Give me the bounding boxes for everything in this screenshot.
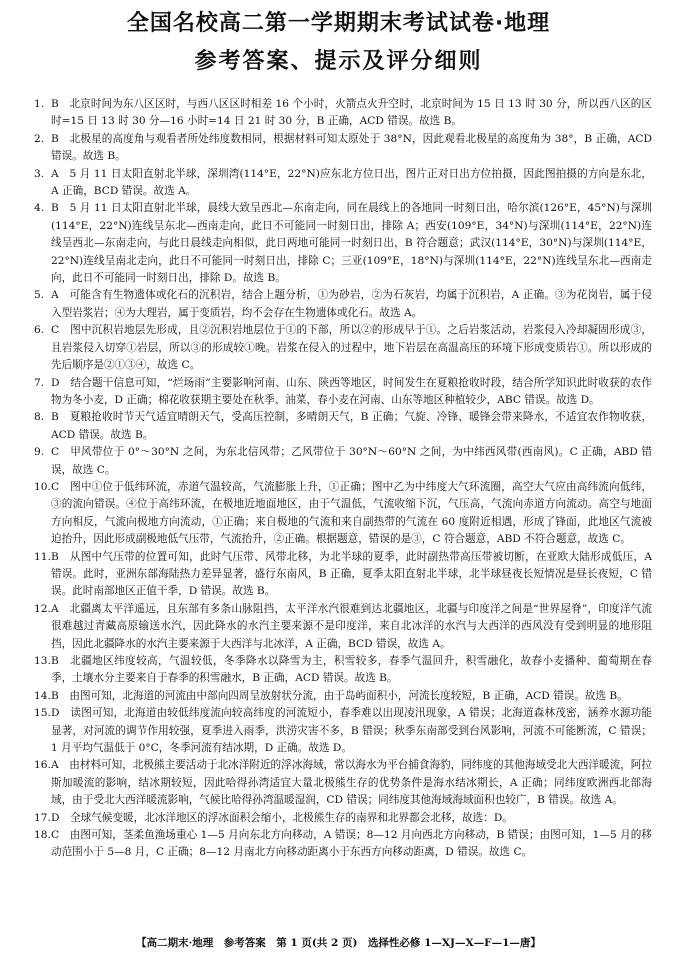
- answer-item: [34, 688, 652, 705]
- document-header: [0, 10, 677, 76]
- answer-item: [34, 375, 652, 410]
- answer-number: 12.: [34, 602, 51, 615]
- answer-text: D 结合题干信息可知，“烂场雨”主要影响河南、山东、陕西等地区，时间发生在夏粮抢收时段，结合所学知识此时收获的农作物为冬小麦，D 正确；棉花收获期主要处在秋季、油菜，春小麦在河南、山东等地区种植较少，ABC 错误。故选 D。: [51, 376, 652, 406]
- document-title: 全国名校高二第一学期期末考试试卷·地理: [126, 11, 551, 36]
- answer-text: B 北京时间为东八区区时，与西八区区时相差 16 个小时，火箭点火升空时，北京时间为 15 日 13 时 30 分，所以西八区的区时=15 日 13 时 30 分—16 小时=14 日 21 时 30 分，B 正确，ACD 错误。故选 B。: [51, 98, 652, 128]
- answer-text: D 全球气候变暖，北冰洋地区的浮冰面积会缩小，北极熊生存的南界和北界都会北移，故选：D。: [51, 811, 513, 824]
- answer-number: 4.: [34, 202, 45, 215]
- answer-text: C 图中沉积岩地层先形成，且②沉积岩地层位于①的下部，所以②的形成早于①。之后岩浆活动，岩浆侵入冷却凝固形成③，且岩浆侵入切穿①岩层，所以③的形成较①晚。岩浆在侵入的过程中，地下岩层在高温高压的环境下形成变质岩①。所以形成的先后顺序是②①③④，故选 C。: [51, 324, 652, 372]
- answer-item: [34, 96, 652, 131]
- answer-text: B 夏粮抢收时节天气适宜晴朗天气，受高压控制，多晴朗天气，B 正确；气旋、冷锋、暖锋会带来降水，不适宜农作物收获，ACD 错误。故选 B。: [51, 411, 652, 441]
- answer-number: 8.: [34, 411, 45, 424]
- answer-text: C 图中①位于低纬环流，赤道气温较高，气流膨胀上升，①正确；图中乙为中纬度大气环流圈，高空大气应由高纬流向低纬，③的流向错误。④位于高纬环流，在极地近地面地区，由于气温低，气流收缩下沉，气压高，气流向赤道方向流动。高空与地面方向相反，气流向极地方向流动，①正确；来自极地的气流和来自副热带的气流在 60 度附近相遇，形成了锋面，此地区气流被迫抬升，因此形成副极地低气压带，气流抬升，②正确。根据题意，错误的是③，C 符合题意，ABD 不符合题意，故选 C。: [51, 480, 652, 546]
- answer-list: [34, 96, 652, 862]
- answer-number: 3.: [34, 167, 45, 180]
- answer-number: 2.: [34, 132, 45, 145]
- answer-item: [34, 757, 652, 809]
- answer-item: [34, 601, 652, 653]
- answer-item: [34, 653, 652, 688]
- answer-number: 9.: [34, 446, 45, 459]
- answer-text: B 从图中气压带的位置可知，此时气压带、风带北移，为北半球的夏季，此时副热带高压带被切断，在亚欧大陆形成低压，A 错误。此时，亚洲东部海陆热力差异显著，盛行东南风，B 正确，夏季太阳直射北半球，北半球昼夜长短情况是昼长夜短，C 错误。此时南部地区正值干季，D 错误。故选 B。: [51, 550, 652, 598]
- answer-text: D 读图可知，北海道由较低纬度流向较高纬度的河流短小，春季难以出现凌汛现象，A 错误；北海道森林茂密，涵养水源功能显著，对河流的调节作用较强，夏季进入雨季，洪涝灾害不多，B 错误；秋季东南部受到台风影响，河流不可能断流，C 错误；1 月平均气温低于 0°C，冬季河流有结冰期，D 正确。故选 D。: [51, 707, 652, 755]
- answer-item: [34, 287, 652, 322]
- answer-item: [34, 444, 652, 479]
- answer-text: B 由图可知，北海道的河流由中部向四周呈放射状分流，由于岛屿面积小，河流长度较短，B 正确，ACD 错误。故选 B。: [51, 689, 628, 702]
- answer-number: 5.: [34, 289, 45, 302]
- answer-number: 11.: [34, 550, 51, 563]
- answer-number: 1.: [34, 98, 45, 110]
- answer-text: C 由图可知，茎柔鱼渔场重心 1—5 月向东北方向移动，A 错误；8—12 月向西北方向移动，B 错误；由图可知，1—5 月的移动范围小于 5—8 月，C 正确；8—12 月南北方向移动距离小于东西方向移动距离，D 错误。故选 C。: [51, 829, 652, 859]
- answer-item: [34, 479, 652, 549]
- answer-item: [34, 166, 652, 201]
- answer-item: [34, 827, 652, 862]
- answer-item: [34, 549, 652, 601]
- answer-number: 14.: [34, 689, 51, 702]
- answer-text: A 由材料可知，北极熊主要活动于北冰洋附近的浮冰海域，常以海水为平台捕食海豹，同纬度的其他海域受北大西洋暖流，阿拉斯加暖流的影响，结冰期较短，因此哈得孙湾适宜大量北极熊生存的优势条件是海水结冰期长，A 正确；同纬度欧洲西北部海域，由于受北大西洋暖流影响，气候比哈得孙湾温暖湿润，CD 错误；同纬度其他海域海域面积也较广，B 错误。故选 A。: [51, 759, 652, 807]
- answer-number: 7.: [34, 376, 45, 389]
- answer-number: 16.: [34, 759, 51, 772]
- answer-number: 18.: [34, 829, 51, 842]
- answer-text: B 北极星的高度角与观看者所处纬度数相同，根据材料可知太原处于 38°N，因此观看北极星的高度角为 38°，B 正确，ACD 错误。故选 B。: [51, 132, 652, 163]
- answer-text: B 5 月 11 日太阳直射北半球，晨线大致呈西北—东南走向，同在晨线上的各地同一时刻日出，哈尔滨(126°E，45°N)与深圳(114°E，22°N)连线呈东北—西南走向，此日不可能同一时刻日出，排除 A；西安(109°E，34°N)与深圳(114°E，22°N)连线呈西北—东南走向，与此日晨线走向相似，此日两地可能同一时刻日出，B 符合题意；武汉(114°E，30°N)与深圳(114°E，22°N)连线呈南北走向，此日不可能同一时刻日出，排除 C；三亚(109°E，18°N)与深圳(114°E，22°N)连线呈东北—西南走向，此日不可能同一时刻日出，排除 D。故选 B。: [51, 202, 652, 285]
- page-footer: 【高二期末·地理 参考答案 第 1 页(共 2 页) 选择性必修 1—XJ—X—F—1—唐】: [136, 937, 541, 949]
- answer-text: C 甲风带位于 0°～30°N 之间，为东北信风带；乙风带位于 30°N～60°N 之间，为中纬西风带(西南风)。C 正确，ABD 错误，故选 C。: [51, 446, 652, 476]
- answer-number: 10.: [34, 480, 51, 493]
- answer-number: 6.: [34, 324, 45, 337]
- answer-number: 15.: [34, 707, 51, 720]
- answer-item: [34, 200, 652, 287]
- answer-item: [34, 409, 652, 444]
- answer-item: [34, 131, 652, 166]
- answer-text: B 北疆地区纬度较高，气温较低，冬季降水以降雪为主，积雪较多，春季气温回升，积雪融化，故春小麦播种、葡萄期在春季，土壤水分主要来自于春季的积雪融水，B 正确，ACD 错误。故选 B。: [51, 655, 652, 685]
- answer-number: 13.: [34, 655, 51, 667]
- answer-item: [34, 810, 652, 827]
- answer-text: A 北疆离太平洋遥远，且东部有多条山脉阻挡，太平洋水汽很难到达北疆地区，北疆与印度洋之间是“世界屋脊”，印度洋气流很难越过青藏高原输送水汽，因此降水的水汽主要来源不是印度洋，来自北冰洋的水汽与大西洋的西风没有受到明显的地形阻挡，因此北疆降水的水汽主要来源于大西洋与北冰洋，A 正确，BCD 错误，故选 A。: [51, 602, 652, 650]
- document-subtitle: 参考答案、提示及评分细则: [194, 49, 483, 74]
- answer-text: A 可能含有生物遗体或化石的沉积岩，结合上题分析，①为砂岩，②为石灰岩，均属于沉积岩，A 正确。③为花岗岩，属于侵入型岩浆岩；④为大理岩，属于变质岩，均不会存在生物遗体或化石。故选 A。: [51, 289, 652, 319]
- answer-text: A 5 月 11 日太阳直射北半球，深圳湾(114°E，22°N)应东北方位日出，图片正对日出方位拍摄，因此图拍摄的方向是东北，A 正确，BCD 错误。故选 A。: [51, 167, 652, 198]
- answer-item: [34, 322, 652, 374]
- answer-item: [34, 705, 652, 757]
- answer-number: 17.: [34, 811, 51, 824]
